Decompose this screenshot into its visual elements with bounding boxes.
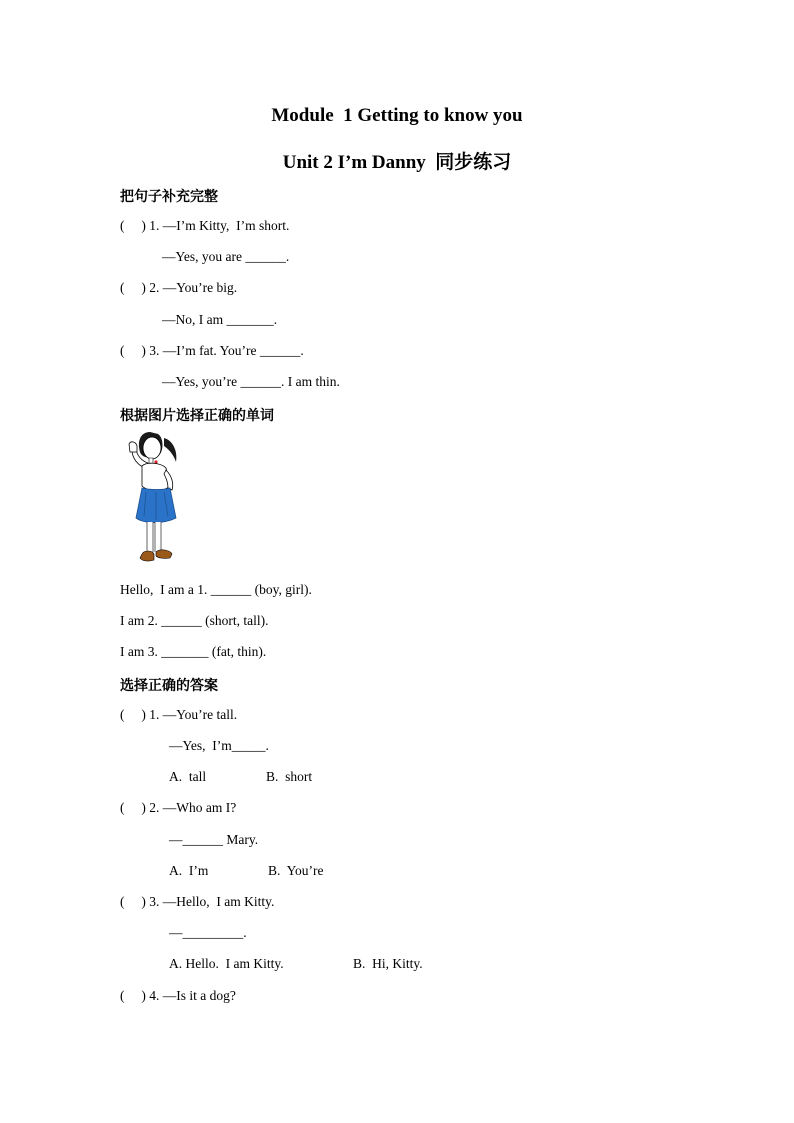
option-b: B. Hi, Kitty. — [353, 956, 423, 971]
answer-line: —Yes, you’re ______. I am thin. — [162, 374, 340, 389]
answer-line: —_________. — [169, 925, 247, 940]
question-line: ( ) 1. —You’re tall. — [120, 707, 238, 722]
fill-in-line: Hello, I am a 1. ______ (boy, girl). — [120, 582, 312, 597]
section-heading-choose-answers: 选择正确的答案 — [120, 678, 218, 694]
question-line: ( ) 3. —I’m fat. You’re ______. — [120, 343, 304, 358]
answer-line: —______ Mary. — [169, 832, 259, 847]
question-line: ( ) 2. —Who am I? — [120, 800, 237, 815]
fill-in-line: I am 2. ______ (short, tall). — [120, 613, 269, 628]
question-line: ( ) 4. —Is it a dog? — [120, 988, 236, 1003]
girl-illustration — [120, 428, 192, 570]
section-heading-complete-sentences: 把句子补充完整 — [120, 189, 218, 205]
option-a: A. Hello. I am Kitty. — [169, 956, 284, 971]
question-line: ( ) 3. —Hello, I am Kitty. — [120, 894, 275, 909]
question-line: ( ) 1. —I’m Kitty, I’m short. — [120, 218, 290, 233]
option-b: B. short — [266, 769, 313, 784]
option-a: A. tall — [169, 769, 207, 784]
section-heading-choose-words: 根据图片选择正确的单词 — [120, 408, 274, 424]
page-subtitle: Unit 2 I’m Danny 同步练习 — [282, 152, 512, 173]
question-line: ( ) 2. —You’re big. — [120, 280, 238, 295]
option-b: B. You’re — [268, 863, 324, 878]
fill-in-line: I am 3. _______ (fat, thin). — [120, 644, 267, 659]
answer-line: —Yes, you are ______. — [162, 249, 290, 264]
option-a: A. I’m — [169, 863, 209, 878]
page-title: Module 1 Getting to know you — [271, 105, 523, 126]
answer-line: —No, I am _______. — [162, 312, 278, 327]
answer-line: —Yes, I’m_____. — [169, 738, 269, 753]
